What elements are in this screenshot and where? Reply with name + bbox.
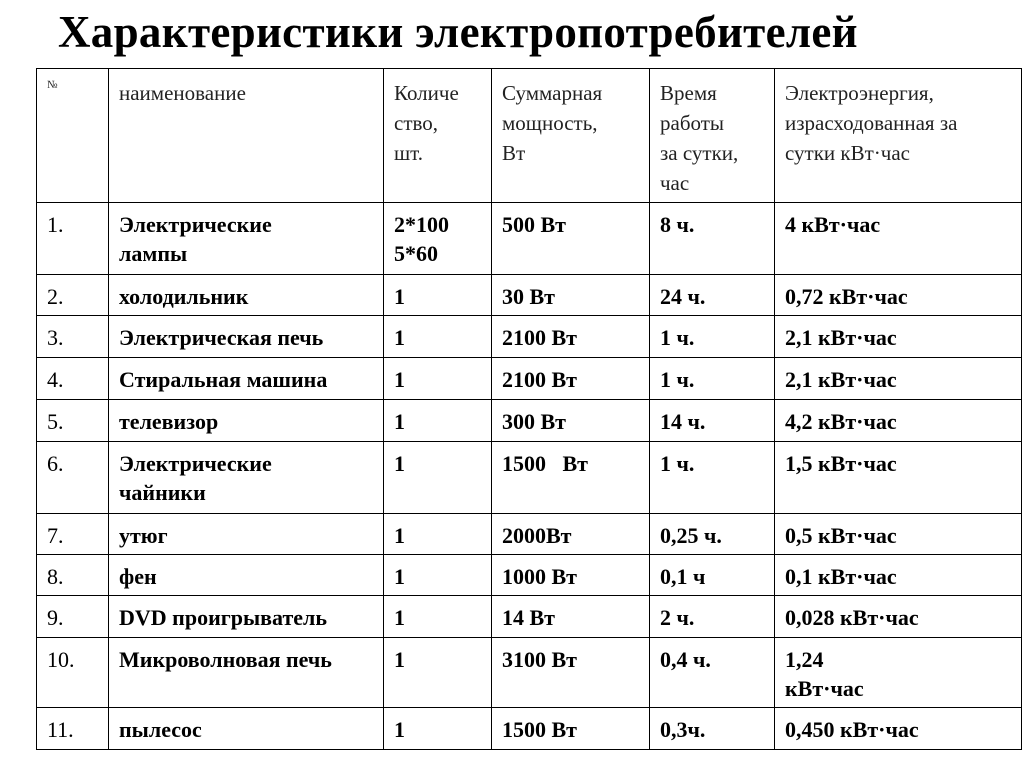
cell-number: 6. bbox=[37, 442, 109, 514]
cell-quantity: 1 bbox=[384, 316, 492, 358]
cell-time: 2 ч. bbox=[650, 596, 775, 638]
cell-name: фен bbox=[109, 555, 384, 596]
table-row bbox=[37, 203, 1022, 275]
cell-number: 7. bbox=[37, 514, 109, 555]
cell-name: Стиральная машина bbox=[109, 358, 384, 400]
table-row bbox=[37, 316, 1022, 358]
cell-energy: 1,24 кВт·час bbox=[775, 638, 1022, 708]
cell-power: 2100 Вт bbox=[492, 358, 650, 400]
cell-time: 0,25 ч. bbox=[650, 514, 775, 555]
cell-number: 10. bbox=[37, 638, 109, 708]
table-row bbox=[37, 400, 1022, 442]
cell-name: холодильник bbox=[109, 275, 384, 316]
cell-number: 11. bbox=[37, 708, 109, 750]
cell-name: Электрическая печь bbox=[109, 316, 384, 358]
header-quantity: Количе ство, шт. bbox=[384, 69, 492, 203]
cell-name: Микроволновая печь bbox=[109, 638, 384, 708]
cell-name: пылесос bbox=[109, 708, 384, 750]
cell-quantity: 1 bbox=[384, 442, 492, 514]
cell-power: 2100 Вт bbox=[492, 316, 650, 358]
cell-energy: 0,72 кВт·час bbox=[775, 275, 1022, 316]
cell-power: 1000 Вт bbox=[492, 555, 650, 596]
cell-energy: 0,1 кВт·час bbox=[775, 555, 1022, 596]
cell-number: 3. bbox=[37, 316, 109, 358]
table-row bbox=[37, 514, 1022, 555]
cell-number: 5. bbox=[37, 400, 109, 442]
cell-power: 3100 Вт bbox=[492, 638, 650, 708]
cell-power: 14 Вт bbox=[492, 596, 650, 638]
table-header-row bbox=[37, 69, 1022, 203]
cell-number: 8. bbox=[37, 555, 109, 596]
header-name: наименование bbox=[109, 69, 384, 203]
appliance-table bbox=[36, 68, 1022, 750]
cell-name: DVD проигрыватель bbox=[109, 596, 384, 638]
cell-power: 300 Вт bbox=[492, 400, 650, 442]
cell-energy: 4 кВт·час bbox=[775, 203, 1022, 275]
cell-time: 1 ч. bbox=[650, 358, 775, 400]
cell-energy: 0,028 кВт·час bbox=[775, 596, 1022, 638]
table-row bbox=[37, 708, 1022, 750]
header-power: Суммарная мощность, Вт bbox=[492, 69, 650, 203]
cell-quantity: 1 bbox=[384, 514, 492, 555]
cell-energy: 0,450 кВт·час bbox=[775, 708, 1022, 750]
page-title: Характеристики электропотребителей bbox=[58, 7, 858, 57]
cell-quantity: 1 bbox=[384, 400, 492, 442]
cell-quantity: 1 bbox=[384, 708, 492, 750]
cell-number: 1. bbox=[37, 203, 109, 275]
cell-time: 0,4 ч. bbox=[650, 638, 775, 708]
cell-name: утюг bbox=[109, 514, 384, 555]
header-number: № bbox=[37, 69, 109, 203]
header-time: Время работы за сутки, час bbox=[650, 69, 775, 203]
cell-quantity: 1 bbox=[384, 358, 492, 400]
cell-energy: 4,2 кВт·час bbox=[775, 400, 1022, 442]
cell-energy: 0,5 кВт·час bbox=[775, 514, 1022, 555]
cell-power: 1500 Вт bbox=[492, 442, 650, 514]
cell-energy: 1,5 кВт·час bbox=[775, 442, 1022, 514]
cell-quantity: 1 bbox=[384, 596, 492, 638]
table-row bbox=[37, 596, 1022, 638]
cell-time: 1 ч. bbox=[650, 316, 775, 358]
cell-power: 2000Вт bbox=[492, 514, 650, 555]
cell-quantity: 1 bbox=[384, 638, 492, 708]
cell-time: 1 ч. bbox=[650, 442, 775, 514]
cell-time: 0,3ч. bbox=[650, 708, 775, 750]
cell-time: 8 ч. bbox=[650, 203, 775, 275]
table-row bbox=[37, 275, 1022, 316]
cell-name: телевизор bbox=[109, 400, 384, 442]
cell-time: 14 ч. bbox=[650, 400, 775, 442]
cell-number: 4. bbox=[37, 358, 109, 400]
cell-number: 9. bbox=[37, 596, 109, 638]
table-row bbox=[37, 358, 1022, 400]
cell-number: 2. bbox=[37, 275, 109, 316]
cell-quantity: 1 bbox=[384, 275, 492, 316]
table-body bbox=[37, 203, 1022, 750]
cell-quantity: 2*100 5*60 bbox=[384, 203, 492, 275]
header-energy: Электроэнергия, израсходованная за сутки кВт·час bbox=[775, 69, 1022, 203]
cell-power: 1500 Вт bbox=[492, 708, 650, 750]
table-row bbox=[37, 555, 1022, 596]
cell-quantity: 1 bbox=[384, 555, 492, 596]
table-row bbox=[37, 442, 1022, 514]
cell-power: 30 Вт bbox=[492, 275, 650, 316]
table-row bbox=[37, 638, 1022, 708]
cell-power: 500 Вт bbox=[492, 203, 650, 275]
cell-energy: 2,1 кВт·час bbox=[775, 358, 1022, 400]
cell-energy: 2,1 кВт·час bbox=[775, 316, 1022, 358]
cell-time: 0,1 ч bbox=[650, 555, 775, 596]
cell-name: Электрические чайники bbox=[109, 442, 384, 514]
cell-time: 24 ч. bbox=[650, 275, 775, 316]
cell-name: Электрические лампы bbox=[109, 203, 384, 275]
